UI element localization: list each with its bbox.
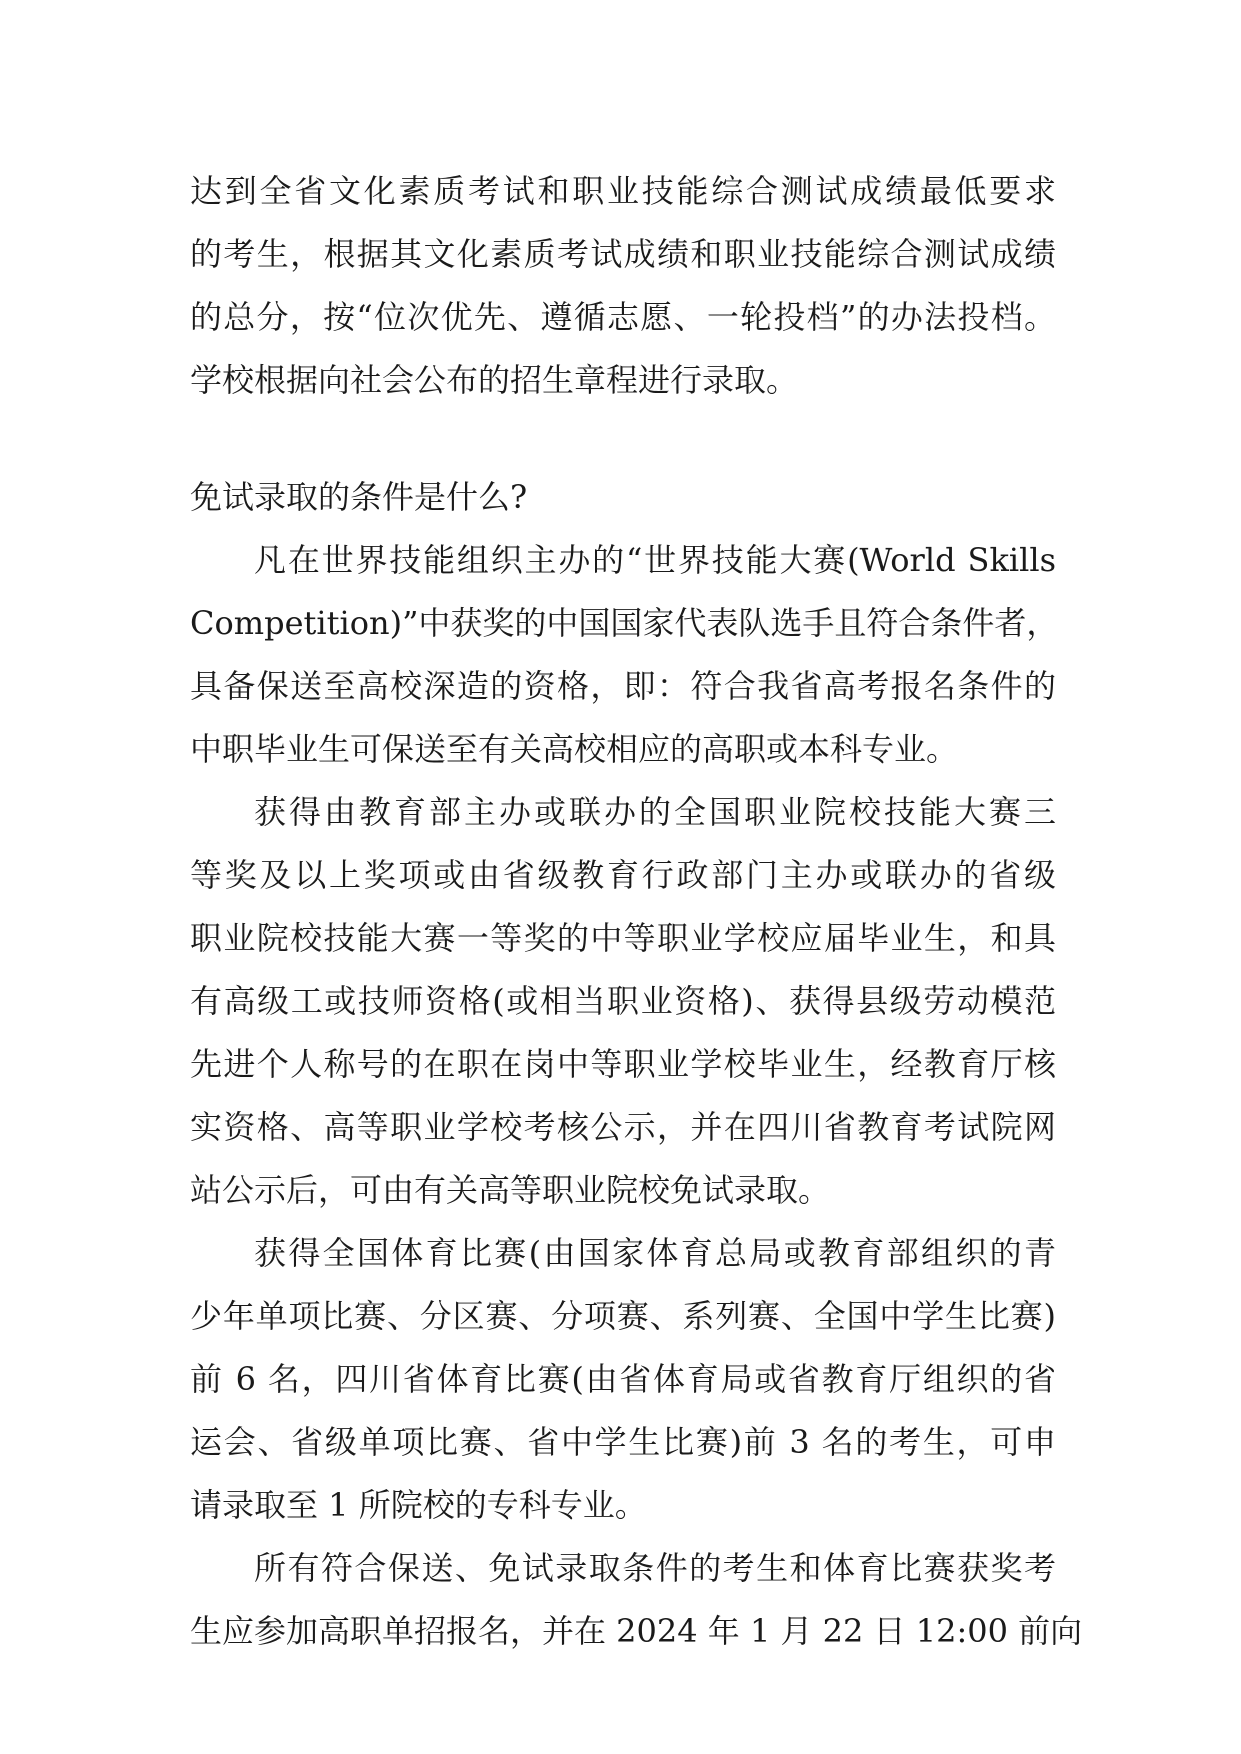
paragraph-world-skills [190,529,1059,781]
text-line: 职业院校技能大赛一等奖的中等职业学校应届毕业生，和具 [190,919,1056,957]
text-line: 的考生，根据其文化素质考试成绩和职业技能综合测试成绩 [190,235,1056,273]
section-heading [190,466,1056,529]
text-line: 前 6 名，四川省体育比赛(由省体育局或省教育厅组织的省 [190,1360,1056,1398]
text-line: 达到全省文化素质考试和职业技能综合测试成绩最低要求 [190,172,1056,210]
document-body [190,160,1083,1663]
text-line: 学校根据向社会公布的招生章程进行录取。 [190,361,799,399]
text-line: 有高级工或技师资格(或相当职业资格)、获得县级劳动模范 [190,982,1056,1020]
text-line: 的总分，按“位次优先、遵循志愿、一轮投档”的办法投档。 [190,298,1056,336]
text-line: 生应参加高职单招报名，并在 2024 年 1 月 22 日 12:00 前向 [190,1612,1083,1650]
text-line: 运会、省级单项比赛、省中学生比赛)前 3 名的考生，可申 [190,1423,1056,1461]
text-line: 请录取至 1 所院校的专科专业。 [190,1486,647,1524]
paragraph-registration [190,1537,1083,1663]
text-line: 站公示后，可由有关高等职业院校免试录取。 [190,1171,831,1209]
heading-text: 免试录取的条件是什么? [190,478,528,516]
text-line: 凡在世界技能组织主办的“世界技能大赛(World Skills [254,541,1056,579]
text-line: 等奖及以上奖项或由省级教育行政部门主办或联办的省级 [190,856,1056,894]
paragraph-sports-competition [190,1222,1056,1537]
text-line: 具备保送至高校深造的资格，即：符合我省高考报名条件的 [190,667,1056,705]
text-line: 实资格、高等职业学校考核公示，并在四川省教育考试院网 [190,1108,1056,1146]
text-line: 所有符合保送、免试录取条件的考生和体育比赛获奖考 [254,1549,1056,1587]
text-line: Competition)”中获奖的中国国家代表队选手且符合条件者， [190,604,1059,642]
text-line: 先进个人称号的在职在岗中等职业学校毕业生，经教育厅核 [190,1045,1056,1083]
text-line: 中职毕业生可保送至有关高校相应的高职或本科专业。 [190,730,959,768]
paragraph-vocational-contest [190,781,1056,1222]
paragraph-gap [190,412,1056,466]
paragraph-admission-rules [190,160,1056,412]
text-line: 获得由教育部主办或联办的全国职业院校技能大赛三 [254,793,1056,831]
text-line: 获得全国体育比赛(由国家体育总局或教育部组织的青 [254,1234,1056,1272]
text-line: 少年单项比赛、分区赛、分项赛、系列赛、全国中学生比赛) [190,1297,1056,1335]
